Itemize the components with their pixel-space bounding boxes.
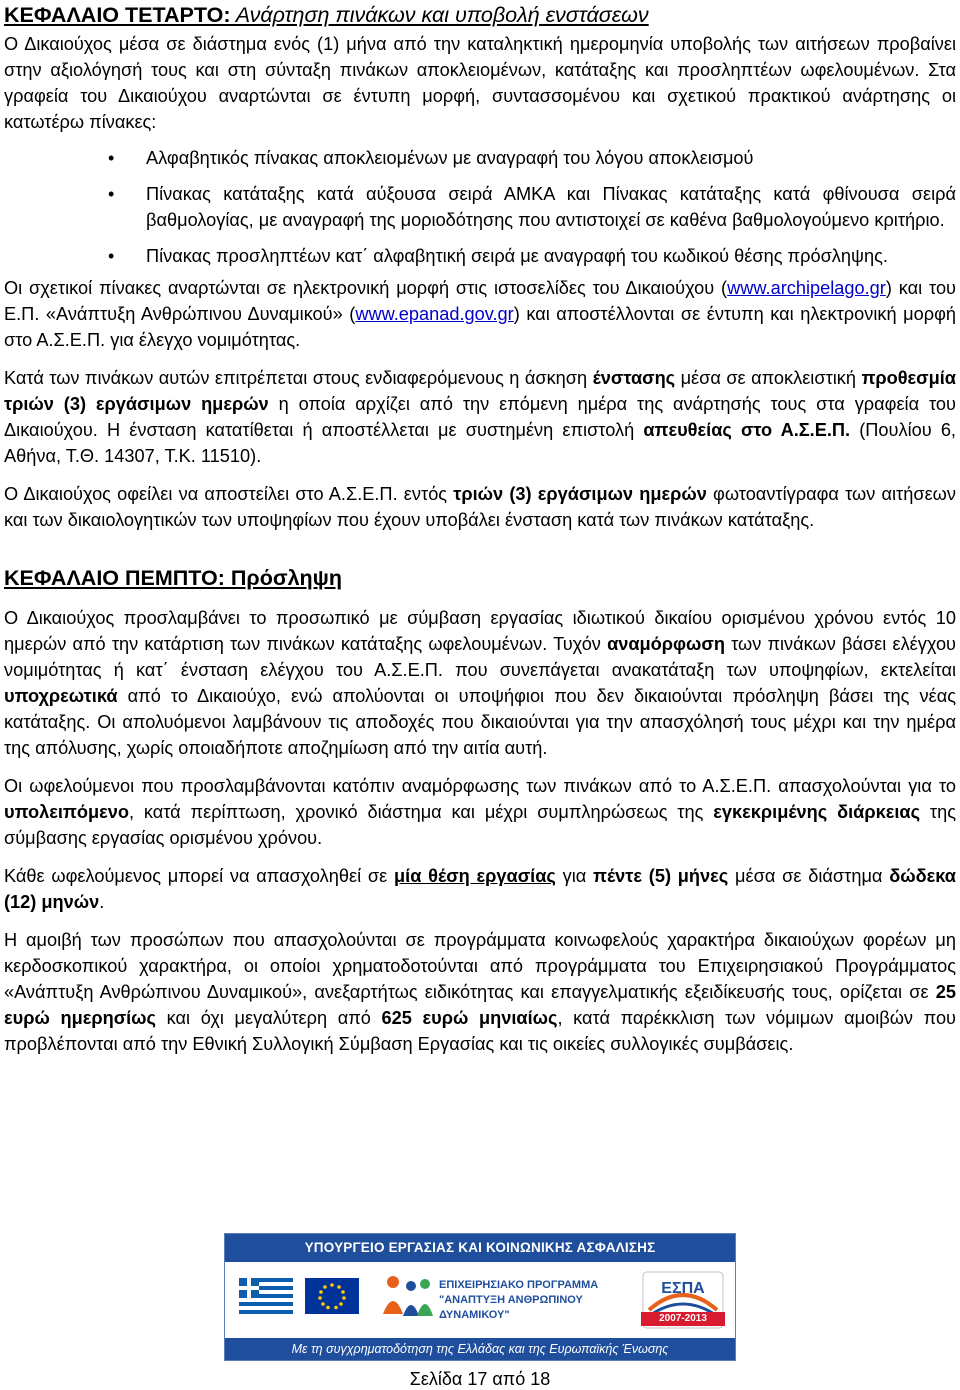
funding-banner — [224, 1233, 736, 1361]
program-name-line2: "ΑΝΑΠΤΥΞΗ ΑΝΘΡΩΠΙΝΟΥ ΔΥΝΑΜΙΚΟΥ" — [439, 1294, 583, 1321]
list-item: • Πίνακας προσληπτέων κατ΄ αλφαβητική σειρά με αναγραφή του κωδικού θέσης πρόσληψης. — [4, 243, 956, 269]
chapter4-title — [4, 0, 956, 31]
eu-flag-icon — [305, 1278, 359, 1314]
ministry-header: ΥΠΟΥΡΓΕΙΟ ΕΡΓΑΣΙΑΣ ΚΑΙ ΚΟΙΝΩΝΙΚΗΣ ΑΣΦΑΛΙΣΗΣ — [225, 1234, 735, 1262]
espa-years: 2007-2013 — [659, 1313, 707, 1324]
chapter4-title-rest: Ανάρτηση πινάκων και υποβολή ενστάσεων — [230, 3, 649, 27]
chapter4-intro: Ο Δικαιούχος μέσα σε διάστημα ενός (1) μήνα από την καταληκτική ημερομηνία υποβολής των αιτήσεων προβαίνει στην αξιολόγησή τους και στη σύνταξη πινάκων αποκλειομένων, κατάταξης και προσληπτέων ωφελουμένων. Στα γραφεία του Δικαιούχου αναρτώνται σε έντυπη μορφή, συντασσομένου και σχετικού πρακτικού ανάρτησης οι κατωτέρω πίνακες: — [4, 34, 956, 132]
chapter5-pay: Η αμοιβή των προσώπων που απασχολούνται σε προγράμματα κοινωφελούς χαρακτήρα δικαιούχων φορέων μη κερδοσκοπικού χαρακτήρα, οι οποίοι χρηματοδοτούνται από προγράμματα του Επιχειρησιακού Προγράμματος «Ανάπτυξη Ανθρώπινου Δυναμικού», ανεξαρτήτως ειδικότητας και επαγγελματικής εξειδίκευσής τους, ορίζεται σε 25 ευρώ ημερησίως και όχι μεγαλύτερη από 625 ευρώ μηνιαίως, κατά παρέκκλιση των νόμιμων αμοιβών που προβλέπονται από την Εθνική Συλλογική Σύμβαση Εργασίας και τις οικείες συλλογικές συμβάσεις. — [4, 930, 957, 1054]
greek-flag-icon — [239, 1278, 293, 1314]
chapter5-reformed: Οι ωφελούμενοι που προσλαμβάνονται κατόπιν αναμόρφωσης των πινάκων από το Α.Σ.Ε.Π. απασχολούνται για το υπολειπόμενο, κατά περίπτωση, χρονικό διάστημα και μέχρι συμπληρώσεως της εγκεκριμένης διάρκειας της σύμβασης εργασίας ορισμένου χρόνου. — [4, 776, 956, 848]
chapter5-title: ΚΕΦΑΛΑΙΟ ΠΕΜΠΤΟ: Πρόσληψη — [4, 566, 342, 590]
espa-badge: ΕΣΠΑ — [661, 1280, 705, 1297]
chapter5-duration: Κάθε ωφελούμενος μπορεί να απασχοληθεί σε μία θέση εργασίας για πέντε (5) μήνες μέσα σε διάστημα δώδεκα (12) μηνών. — [4, 866, 956, 912]
list-item: • Αλφαβητικός πίνακας αποκλειομένων με αναγραφή του λόγου αποκλεισμού — [4, 145, 956, 171]
chapter4-obligation: Ο Δικαιούχος οφείλει να αποστείλει στο Α.Σ.Ε.Π. εντός τριών (3) εργάσιμων ημερών φωτοαντίγραφα των αιτήσεων και των δικαιολογητικών των υποψηφίων που έχουν υποβάλει ένσταση κατά των πινάκων κατάταξης. — [4, 484, 956, 530]
page-number: Σελίδα 17 από 18 — [409, 1369, 551, 1389]
list-item: • Πίνακας κατάταξης κατά αύξουσα σειρά ΑΜΚΑ και Πίνακας κατάταξης κατά φθίνουσα σειρά βαθμολογίας, με αναγραφή της μοριοδότησης που αντιστοιχεί σε καθένα βαθμολογούμενο κριτήριο. — [4, 181, 956, 233]
archipelago-link[interactable]: www.archipelago.gr — [727, 278, 886, 298]
operational-program-logo-icon — [383, 1276, 433, 1316]
epanad-link[interactable]: www.epanad.gov.gr — [355, 304, 514, 324]
chapter4-objection: Κατά των πινάκων αυτών επιτρέπεται στους ενδιαφερόμενους η άσκηση ένστασης μέσα σε αποκλειστική προθεσμία τριών (3) εργάσιμων ημερών η οποία αρχίζει από την επόμενη ημέρα της ανάρτησής τους στα γραφεία του Δικαιούχου. Η ένσταση κατατίθεται ή αποστέλλεται με συστημένη επιστολή απευθείας στο Α.Σ.Ε.Π. (Πουλίου 6, Αθήνα, Τ.Θ. 14307, Τ.Κ. 11510). — [4, 368, 956, 466]
chapter4-title-lead: ΚΕΦΑΛΑΙΟ ΤΕΤΑΡΤΟ: — [4, 3, 231, 27]
program-name-line1: ΕΠΙΧΕΙΡΗΣΙΑΚΟ ΠΡΟΓΡΑΜΜΑ — [439, 1279, 599, 1291]
cofunding-line: Με τη συγχρηματοδότηση της Ελλάδας και της Ευρωπαϊκής Ένωσης — [225, 1338, 735, 1360]
chapter4-publication: Οι σχετικοί πίνακες αναρτώνται σε ηλεκτρονική μορφή στις ιστοσελίδες του Δικαιούχου (www.archipelago.gr) και του Ε.Π. «Ανάπτυξη Ανθρώπινου Δυναμικού» (www.epanad.gov.gr) και αποστέλλονται σε έντυπη και ηλεκτρονική μορφή στο Α.Σ.Ε.Π. για έλεγχο νομιμότητας. — [4, 278, 957, 350]
tables-list — [4, 145, 956, 269]
chapter5-hiring: Ο Δικαιούχος προσλαμβάνει το προσωπικό με σύμβαση εργασίας ιδιωτικού δικαίου ορισμένου χρόνου εντός 10 ημερών από την κατάρτιση των πινάκων κατάταξης ωφελουμένων. Τυχόν αναμόρφωση των πινάκων βάσει ελέγχου νομιμότητας ή κατ΄ ένσταση ελέγχου του Α.Σ.Ε.Π. που συνεπάγεται ανακατάταξη των υποψηφίων, εκτελείται υποχρεωτικά από το Δικαιούχο, ενώ απολύονται οι υποψήφιοι που δεν δικαιούνται πρόσληψη βάσει της νέας κατάταξης. Οι απολυόμενοι λαμβάνουν τις αποδοχές που δικαιούνται για την απασχόλησή τους μέχρι και την ημέρα της απόλυσης, χωρίς οποιαδήποτε αποζημίωση από την αιτία αυτή. — [4, 608, 957, 758]
